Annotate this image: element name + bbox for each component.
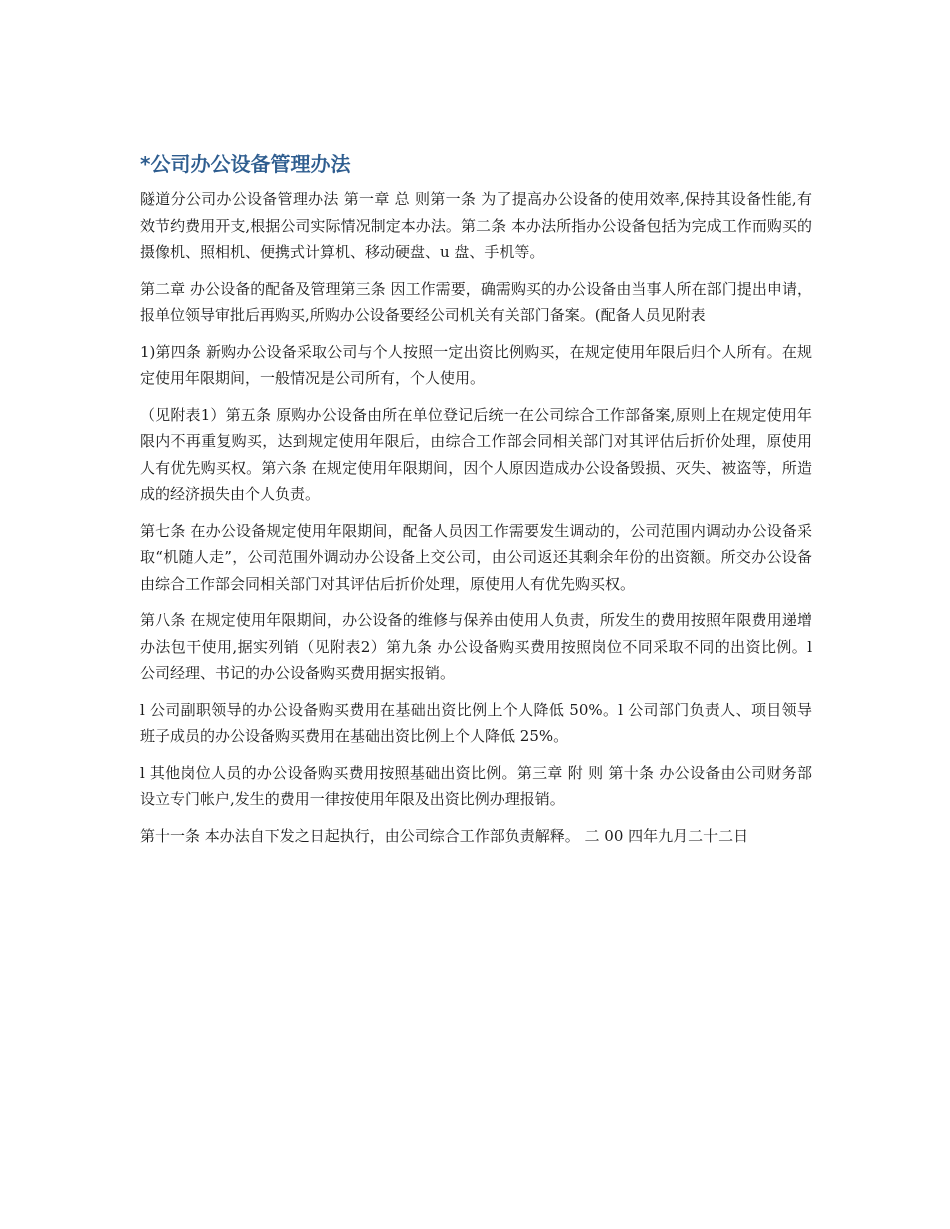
paragraph-articles5-6: （见附表1）第五条 原购办公设备由所在单位登记后统一在公司综合工作部备案,原则上在规定使用年限内不再重复购买，达到规定使用年限后，由综合工作部会同相关部门对其评估后折价处理，原使用人有优先购买权。第六条 在规定使用年限期间，因个人原因造成办公设备毁损、灭失、被盗等，所造成的经济损失由个人负责。: [140, 405, 812, 503]
paragraph-deputy-ratios: l 公司副职领导的办公设备购买费用在基础出资比例上个人降低 50%。l 公司部门负责人、项目领导班子成员的办公设备购买费用在基础出资比例上个人降低 25%。: [140, 700, 812, 745]
document-title: *公司办公设备管理办法: [140, 152, 351, 176]
paragraph-article11-date: 第十一条 本办法自下发之日起执行，由公司综合工作部负责解释。 二 00 四年九月二十二日: [140, 826, 749, 845]
paragraph-article7: 第七条 在办公设备规定使用年限期间，配备人员因工作需要发生调动的，公司范围内调动办公设备采取“机随人走”，公司范围外调动办公设备上交公司，由公司返还其剩余年份的出资额。所交办公设备由综合工作部会同相关部门对其评估后折价处理，原使用人有优先购买权。: [140, 521, 812, 593]
paragraph-chapter2-article3: 第二章 办公设备的配备及管理第三条 因工作需要，确需购买的办公设备由当事人所在部门提出申请，报单位领导审批后再购买,所购办公设备要经公司机关有关部门备案。(配备人员见附表: [140, 279, 812, 324]
document-page: [140, 148, 812, 859]
paragraph-article4: 1)第四条 新购办公设备采取公司与个人按照一定出资比例购买，在规定使用年限后归个人所有。在规定使用年限期间，一般情况是公司所有，个人使用。: [140, 342, 812, 387]
paragraph-chapter1-articles1-2: 隧道分公司办公设备管理办法 第一章 总 则第一条 为了提高办公设备的使用效率,保持其设备性能,有效节约费用开支,根据公司实际情况制定本办法。第二条 本办法所指办公设备包括为完成工作而购买的摄像机、照相机、便携式计算机、移动硬盘、u 盘、手机等。: [140, 190, 812, 261]
paragraph-chapter3-article10: l 其他岗位人员的办公设备购买费用按照基础出资比例。第三章 附 则 第十条 办公设备由公司财务部设立专门帐户,发生的费用一律按使用年限及出资比例办理报销。: [140, 763, 812, 808]
paragraph-articles8-9: 第八条 在规定使用年限期间，办公设备的维修与保养由使用人负责，所发生的费用按照年限费用递增办法包干使用,据实列销（见附表2）第九条 办公设备购买费用按照岗位不同采取不同的出资比例。l 公司经理、书记的办公设备购买费用据实报销。: [140, 611, 812, 682]
